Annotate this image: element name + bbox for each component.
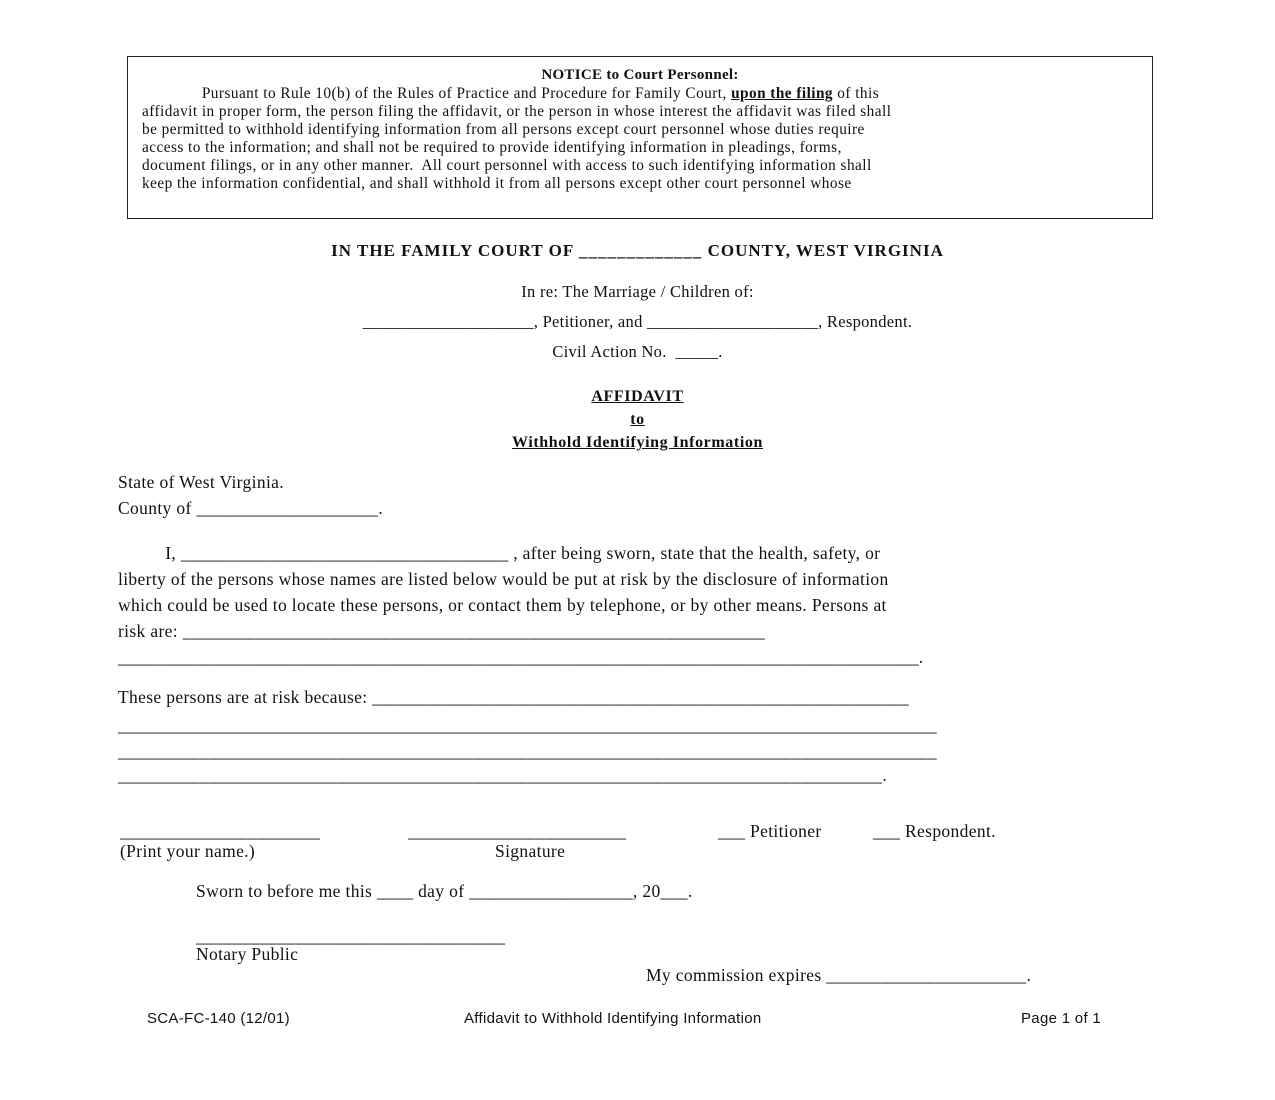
body-p1-line-1: I, ____________________________________ , after being sworn, state that the health, safety, or bbox=[118, 543, 881, 563]
venue-state: State of West Virginia. bbox=[118, 472, 284, 492]
body-p2-line-3: __________________________________________________________________________________________ bbox=[118, 741, 937, 761]
footer-page-number: Page 1 of 1 bbox=[1021, 1010, 1102, 1027]
court-heading: IN THE FAMILY COURT OF _____________ COUNTY, WEST VIRGINIA bbox=[331, 241, 944, 260]
body-p1-line-4: risk are: ________________________________________________________________ bbox=[118, 621, 766, 641]
body-p1-line-5: ________________________________________________________________________________________. bbox=[118, 647, 924, 667]
print-name-line: ______________________ bbox=[120, 821, 321, 841]
notice-line-4: access to the information; and shall not be required to provide identifying information in pleadings, forms, bbox=[142, 139, 842, 156]
notice-line-1: Pursuant to Rule 10(b) of the Rules of Practice and Procedure for Family Court, upon the filing of this bbox=[142, 85, 880, 102]
in-re-line: In re: The Marriage / Children of: bbox=[521, 282, 754, 301]
affidavit-title: AFFIDAVIT bbox=[591, 388, 684, 405]
petitioner-checkbox-line: ___ Petitioner bbox=[718, 821, 822, 841]
venue-county: County of ____________________. bbox=[118, 498, 384, 518]
notice-box bbox=[127, 56, 1153, 219]
notary-label: Notary Public bbox=[196, 944, 299, 964]
notice-emphasis: upon the filing bbox=[731, 85, 834, 102]
signature-line: ________________________ bbox=[408, 821, 627, 841]
signature-label: Signature bbox=[495, 841, 566, 861]
body-p2-line-1: These persons are at risk because: ___________________________________________________________ bbox=[118, 687, 910, 707]
notice-title: NOTICE to Court Personnel: bbox=[541, 67, 739, 83]
affidavit-title-to: to bbox=[630, 411, 645, 428]
notice-line-2: affidavit in proper form, the person filing the affidavit, or the person in whose interest the affidavit was filed shall bbox=[142, 103, 892, 120]
footer-form-title: Affidavit to Withhold Identifying Information bbox=[464, 1010, 762, 1027]
notary-signature-line: __________________________________ bbox=[196, 926, 506, 946]
affidavit-subtitle: Withhold Identifying Information bbox=[512, 434, 763, 451]
body-p1-line-2: liberty of the persons whose names are listed below would be put at risk by the disclosure of information bbox=[118, 569, 889, 589]
body-p2-line-4: ____________________________________________________________________________________. bbox=[118, 765, 888, 785]
sworn-line: Sworn to before me this ____ day of __________________, 20___. bbox=[196, 881, 693, 901]
civil-action-line: Civil Action No. _____. bbox=[552, 342, 723, 361]
footer-form-number: SCA-FC-140 (12/01) bbox=[147, 1010, 290, 1027]
print-name-label: (Print your name.) bbox=[120, 841, 256, 861]
notice-line-6: keep the information confidential, and shall withhold it from all persons except other court personnel whose bbox=[142, 175, 852, 192]
parties-line: ____________________, Petitioner, and ____________________, Respondent. bbox=[362, 312, 913, 331]
body-p2-line-2: __________________________________________________________________________________________ bbox=[118, 715, 937, 735]
notice-line-3: be permitted to withhold identifying information from all persons except court personnel whose duties require bbox=[142, 121, 865, 138]
respondent-checkbox-line: ___ Respondent. bbox=[873, 821, 996, 841]
notice-line-5: document filings, or in any other manner. All court personnel with access to such identifying information shall bbox=[142, 157, 872, 174]
body-p1-line-3: which could be used to locate these persons, or contact them by telephone, or by other means. Persons at bbox=[118, 595, 887, 615]
commission-expires-line: My commission expires ______________________. bbox=[646, 965, 1032, 985]
